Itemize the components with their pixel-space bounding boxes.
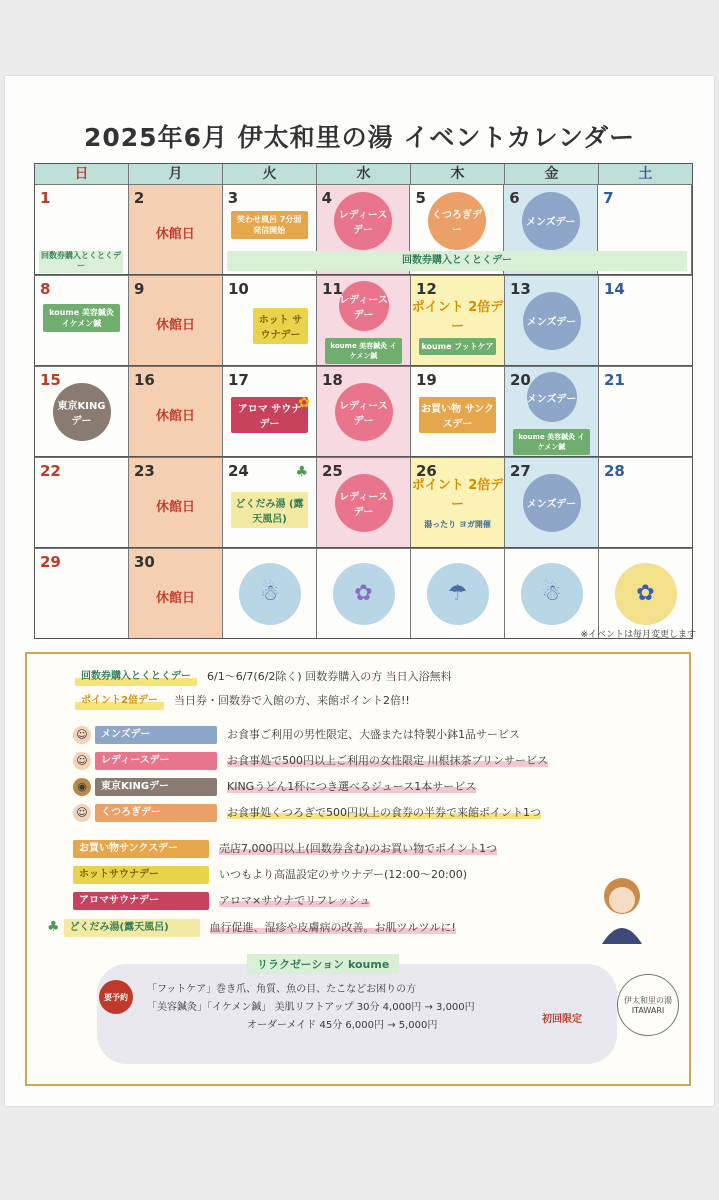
leaf-icon: ♣ bbox=[47, 919, 60, 935]
day-8: 8 koume 美容鍼灸 イケメン鍼 bbox=[35, 276, 129, 365]
closed-label: 休館日 bbox=[155, 409, 195, 424]
legend-row bbox=[73, 724, 520, 746]
legend-row bbox=[73, 838, 497, 860]
dokudami-label: どくだみ湯 (露天風呂) bbox=[231, 492, 308, 528]
leaf-icon: ♣ bbox=[295, 464, 308, 480]
legend-row bbox=[73, 776, 476, 798]
calendar-sheet bbox=[5, 76, 714, 1106]
event-label: koume 美容鍼灸 イケメン鍼 bbox=[43, 304, 120, 332]
weekday-tue: 火 bbox=[223, 164, 317, 184]
relax-line-beauty: 「美容鍼灸」「イケメン鍼」 美肌リフトアップ 30分 4,000円 → 3,000円 bbox=[147, 1002, 475, 1013]
tokyo-king-badge: 東京KING デー bbox=[53, 383, 111, 441]
teru-teru-bozu-icon: ☃ bbox=[239, 563, 301, 625]
day-26: 26 ポイント 2倍デー 湯ったり ヨガ開催 bbox=[411, 458, 505, 547]
point-day-label: ポイント 2倍デー bbox=[411, 300, 504, 334]
day-6: 6 メンズデー bbox=[504, 185, 598, 274]
week-1 bbox=[34, 184, 693, 275]
legend-text: 当日券・回数券で入館の方、来館ポイント2倍!! bbox=[173, 694, 410, 707]
legend-row bbox=[75, 666, 452, 688]
event-label: koume フットケア bbox=[419, 338, 496, 355]
legend-text: お食事処くつろぎで500円以上の食券の半券で来館ポイント1つ bbox=[227, 806, 541, 819]
day-12: 12 ポイント 2倍デー koume フットケア bbox=[411, 276, 505, 365]
mens-day-badge: メンズデー bbox=[527, 372, 577, 422]
day-10: 10 ホット サウナデー bbox=[223, 276, 317, 365]
udon-bowl-icon: ◉ bbox=[73, 778, 91, 796]
page-title: 2025年6月 伊太和里の湯 イベントカレンダー bbox=[83, 123, 635, 152]
legend-text: いつもより高温設定のサウナデー(12:00〜20:00) bbox=[219, 868, 467, 881]
weekday-thu: 木 bbox=[411, 164, 505, 184]
event-legend-box bbox=[25, 652, 691, 1086]
legend-row bbox=[73, 802, 541, 824]
legend-row bbox=[73, 750, 548, 772]
closed-label: 休館日 bbox=[155, 591, 195, 606]
mens-day-badge: メンズデー bbox=[522, 192, 580, 250]
legend-text: 血行促進、湿疹や皮膚病の改善。お肌ツルツルに! bbox=[209, 921, 456, 934]
chef-face-icon: ☺ bbox=[73, 804, 91, 822]
legend-tag: レディースデー bbox=[95, 752, 217, 770]
ladies-day-badge: レディースデー bbox=[334, 192, 392, 250]
shopping-thanks-label: お買い物 サンクスデー bbox=[419, 397, 496, 433]
mens-day-badge: メンズデー bbox=[523, 292, 581, 350]
legend-tag: ポイント2倍デー bbox=[75, 692, 164, 710]
relax-line-foot: 「フットケア」巻き爪、角質、魚の目、たこなどお困りの方 bbox=[147, 984, 417, 995]
day-27: 27 メンズデー bbox=[505, 458, 599, 547]
day-25: 25 レディースデー bbox=[317, 458, 411, 547]
legend-tag: アロマサウナデー bbox=[73, 892, 209, 910]
brand-logo: 伊太和里の湯 ITAWARI bbox=[617, 974, 679, 1036]
legend-text: KINGうどん1杯につき選べるジュース1本サービス bbox=[227, 780, 477, 793]
day-18: 18 レディースデー bbox=[317, 367, 411, 456]
legend-text: 売店7,000円以上(回数券含む)のお買い物でポイント1つ bbox=[219, 842, 498, 855]
day-29: 29 bbox=[35, 549, 129, 638]
legend-row bbox=[75, 690, 410, 712]
day-1: 1 bbox=[35, 185, 129, 274]
day-16: 16 休館日 bbox=[129, 367, 223, 456]
day-2: 2 休館日 bbox=[129, 185, 223, 274]
flower-icon: ✿ bbox=[298, 395, 310, 411]
ladies-day-badge: レディースデー bbox=[339, 281, 389, 331]
day-21: 21 bbox=[604, 371, 625, 389]
day-23: 23 休館日 bbox=[129, 458, 223, 547]
kutsurogi-day-badge: くつろぎデー bbox=[428, 192, 486, 250]
aroma-sauna-label: アロマ サウナデー bbox=[231, 397, 308, 433]
legend-row bbox=[73, 890, 370, 912]
hydrangea-icon: ✿ bbox=[615, 563, 677, 625]
week-3 bbox=[34, 366, 693, 457]
deco-cell-4 bbox=[505, 549, 599, 638]
legend-tag: 東京KINGデー bbox=[95, 778, 217, 796]
day-7: 7 bbox=[598, 185, 692, 274]
deco-cell-5 bbox=[599, 549, 692, 638]
week-2 bbox=[34, 275, 693, 366]
closed-label: 休館日 bbox=[155, 227, 195, 242]
day-30: 30 休館日 bbox=[129, 549, 223, 638]
reservation-seal: 要予約 bbox=[99, 980, 133, 1014]
day-3: 3 笑わせ風呂 7分弱 発信開始 bbox=[223, 185, 317, 274]
week-5 bbox=[34, 548, 693, 639]
man-face-icon: ☺ bbox=[73, 726, 91, 744]
day-17: 17 アロマ サウナデー ✿ bbox=[223, 367, 317, 456]
closed-label: 休館日 bbox=[155, 318, 195, 333]
day-15: 15 東京KING デー bbox=[35, 367, 129, 456]
relaxation-title: リラクゼーション koume bbox=[247, 954, 399, 974]
legend-tag: どくだみ湯(露天風呂) bbox=[64, 919, 200, 937]
hot-sauna-label: ホット サウナデー bbox=[253, 308, 308, 344]
closed-label: 休館日 bbox=[155, 500, 195, 515]
day-20: 20 メンズデー koume 美容鍼灸 イケメン鍼 bbox=[505, 367, 599, 456]
ladies-day-badge: レディースデー bbox=[335, 474, 393, 532]
hydrangea-icon: ✿ bbox=[333, 563, 395, 625]
legend-text: 6/1〜6/7(6/2除く) 回数券購入の方 当日入浴無料 bbox=[207, 670, 452, 683]
day-24: 24 どくだみ湯 (露天風呂) ♣ bbox=[223, 458, 317, 547]
relax-line-order: オーダーメイド 45分 6,000円 → 5,000円 bbox=[247, 1020, 438, 1031]
legend-text: お食事ご利用の男性限定、大盛または特製小鉢1品サービス bbox=[227, 728, 520, 741]
day-22: 22 bbox=[35, 458, 129, 547]
legend-row bbox=[47, 916, 456, 938]
day-28: 28 bbox=[604, 462, 625, 480]
legend-tag: 回数券購入とくとくデー bbox=[75, 668, 197, 686]
weekday-mon: 月 bbox=[129, 164, 223, 184]
mens-day-badge: メンズデー bbox=[523, 474, 581, 532]
ladies-day-badge: レディースデー bbox=[335, 383, 393, 441]
rain-cloud-icon: ☂ bbox=[427, 563, 489, 625]
weekday-wed: 水 bbox=[317, 164, 411, 184]
calendar-grid bbox=[34, 163, 693, 639]
point-day-label: ポイント 2倍デー bbox=[411, 478, 504, 512]
first-time-limited: 初回限定 bbox=[542, 1014, 582, 1025]
legend-tag: ホットサウナデー bbox=[73, 866, 209, 884]
yoga-label: 湯ったり ヨガ開催 bbox=[424, 520, 491, 529]
day-19: 19 お買い物 サンクスデー bbox=[411, 367, 505, 456]
weekday-sun: 日 bbox=[35, 164, 129, 184]
legend-tag: メンズデー bbox=[95, 726, 217, 744]
event-change-note: ※イベントは毎月変更します bbox=[580, 630, 696, 640]
relaxation-panel bbox=[97, 964, 617, 1064]
legend-tag: くつろぎデー bbox=[95, 804, 217, 822]
deco-cell-2 bbox=[317, 549, 411, 638]
weekday-fri: 金 bbox=[505, 164, 599, 184]
banner-coupon-left: 回数券購入とくとくデー bbox=[39, 251, 123, 273]
teru-teru-bozu-icon: ☃ bbox=[521, 563, 583, 625]
event-label: koume 美容鍼灸 イケメン鍼 bbox=[325, 338, 402, 364]
legend-row bbox=[73, 864, 467, 886]
week-4 bbox=[34, 457, 693, 548]
banner-coupon-main: 回数券購入とくとくデー bbox=[227, 251, 687, 271]
weekday-header bbox=[34, 163, 693, 184]
weekday-sat: 土 bbox=[638, 166, 653, 182]
day-4: 4 レディースデー bbox=[317, 185, 411, 274]
day-13: 13 メンズデー bbox=[505, 276, 599, 365]
day-5: 5 くつろぎデー bbox=[410, 185, 504, 274]
day-11: 11 レディースデー koume 美容鍼灸 イケメン鍼 bbox=[317, 276, 411, 365]
deco-cell-1 bbox=[223, 549, 317, 638]
legend-text: アロマ×サウナでリフレッシュ bbox=[219, 894, 371, 907]
girl-illustration bbox=[592, 874, 652, 944]
event-label: 笑わせ風呂 7分弱 発信開始 bbox=[231, 211, 308, 239]
deco-cell-3 bbox=[411, 549, 505, 638]
legend-tag: お買い物サンクスデー bbox=[73, 840, 209, 858]
woman-face-icon: ☺ bbox=[73, 752, 91, 770]
legend-text: お食事処で500円以上ご利用の女性限定 川根抹茶プリンサービス bbox=[227, 754, 549, 767]
day-9: 9 休館日 bbox=[129, 276, 223, 365]
event-label: koume 美容鍼灸 イケメン鍼 bbox=[513, 429, 590, 455]
day-14: 14 bbox=[604, 280, 625, 298]
